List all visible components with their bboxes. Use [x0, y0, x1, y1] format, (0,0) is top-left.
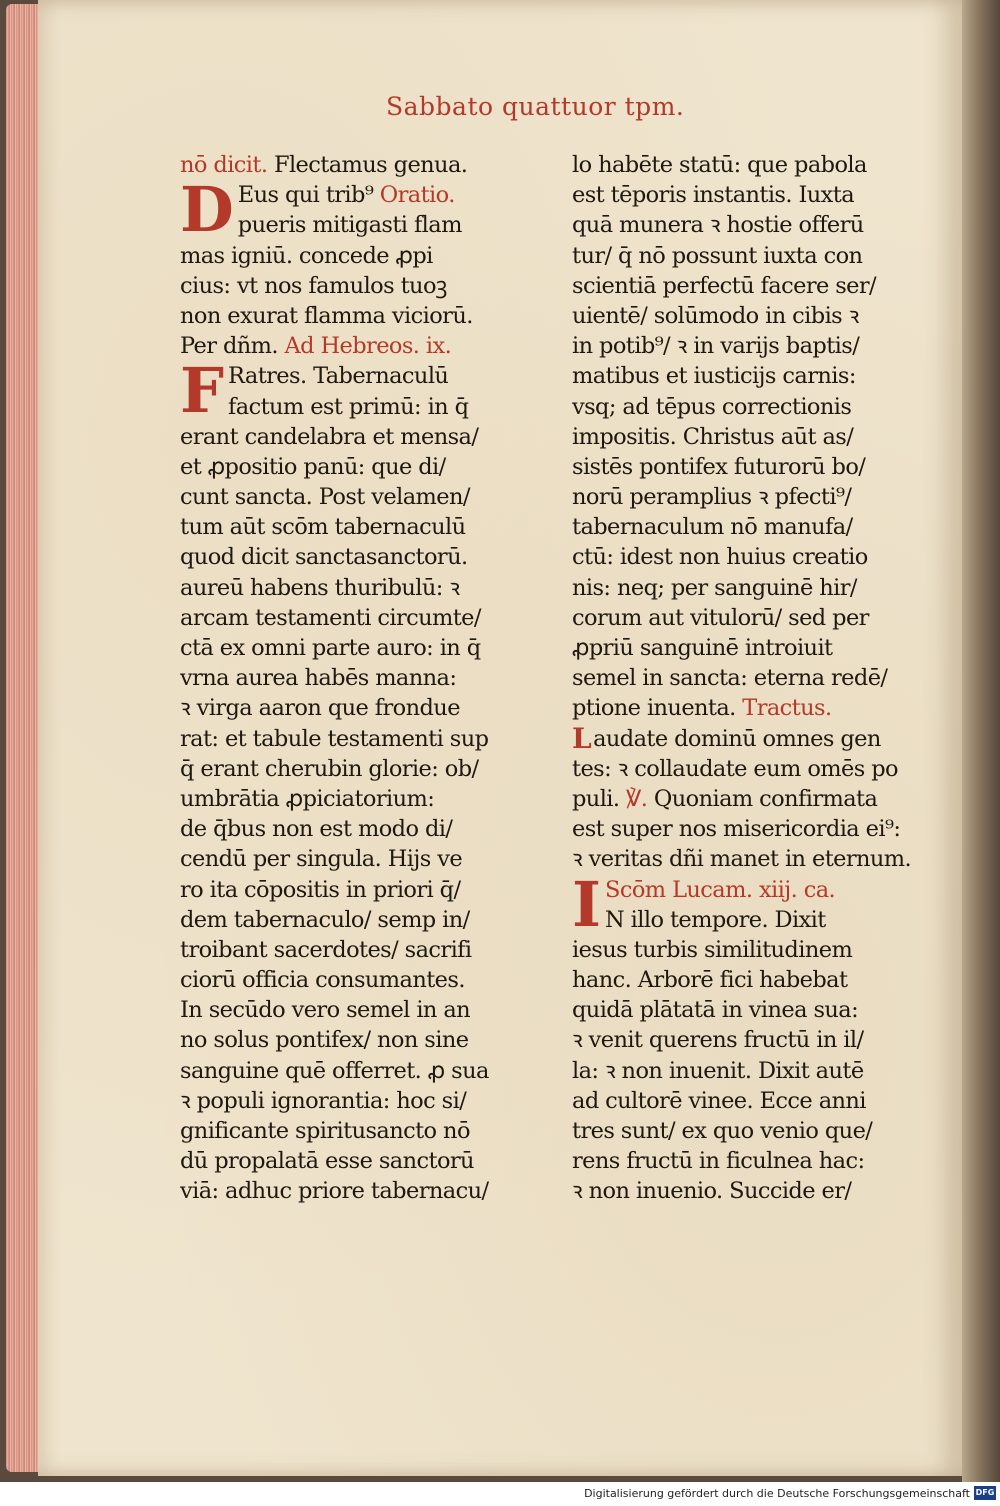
text-line [572, 995, 917, 1025]
text-line [180, 693, 525, 723]
text-line [572, 663, 917, 693]
text-line [228, 392, 525, 422]
body-text: quod dicit sanctasanctorū. [180, 544, 468, 571]
text-line [180, 482, 525, 512]
body-text: pueris mitigasti flam [237, 212, 462, 239]
body-text: sanguine quē offerret. ꝓ sua [180, 1057, 489, 1084]
body-text: uientē/ solūmodo in cibis ꝛ [572, 302, 859, 329]
body-text: In secūdo vero semel in an [180, 997, 471, 1024]
text-line [572, 1056, 917, 1086]
body-text: corum aut vitulorū/ sed per [572, 604, 869, 631]
body-text: dū propalatā esse sanctorū [180, 1148, 474, 1175]
body-text: vsq; ad tēpus correctionis [572, 393, 852, 420]
drop-initial: D [180, 173, 234, 247]
footer-credit: Digitalisierung gefördert durch die Deutsche Forschungsgemeinschaft [584, 1487, 970, 1500]
body-text: ciorū officia consumantes. [180, 967, 465, 994]
text-line [572, 512, 917, 542]
body-text: gnificante spiritusancto nō [180, 1118, 470, 1144]
body-text: tabernaculum nō manufa/ [572, 514, 853, 541]
body-text: quidā plātatā in vinea sua: [572, 997, 859, 1024]
text-line [180, 965, 525, 995]
body-text: rens fructū in ficulnea hac: [572, 1148, 865, 1175]
body-text: ad cultorē vinee. Ecce anni [572, 1087, 866, 1114]
body-text: aureū habens thuribulū: ꝛ [180, 574, 460, 601]
body-text: audate dominū omnes gen [593, 725, 881, 752]
left-column [180, 150, 525, 1207]
text-line [180, 241, 525, 271]
text-line [180, 271, 525, 301]
text-line [572, 724, 917, 754]
text-line [238, 180, 525, 210]
text-line [572, 633, 917, 663]
binding-edge [962, 0, 1000, 1482]
body-text: in potib⁹/ ꝛ in varijs baptis/ [572, 333, 860, 360]
drop-initial: I [572, 867, 602, 941]
body-text: vrna aurea habēs manna: [180, 665, 457, 692]
text-line [180, 1116, 525, 1146]
text-line [572, 965, 917, 995]
text-line [228, 361, 525, 391]
body-text: Flectamus genua. [267, 152, 468, 178]
body-text: norū peramplius ꝛ pfecti⁹/ [572, 484, 852, 511]
text-line [180, 995, 525, 1025]
text-line [180, 1086, 525, 1116]
body-text: est super nos misericordia ei⁹: [572, 816, 901, 843]
body-text: hanc. Arborē fici habebat [572, 967, 848, 994]
text-line [572, 1086, 917, 1116]
text-line [238, 210, 525, 240]
text-line [572, 844, 917, 874]
body-text: viā: adhuc priore tabernacu/ [180, 1178, 489, 1205]
body-text: et ꝓpositio panū: que di/ [180, 453, 446, 480]
text-line [180, 542, 525, 572]
text-line [180, 875, 525, 905]
body-text: matibus et iusticijs carnis: [572, 363, 856, 390]
text-line [572, 754, 917, 784]
page-edge [6, 4, 42, 1472]
text-line [572, 271, 917, 301]
text-line [180, 754, 525, 784]
text-line [572, 693, 917, 723]
body-text: ꝓpriū sanguinē introiuit [572, 635, 833, 661]
text-line [605, 905, 917, 935]
text-line [180, 633, 525, 663]
text-line [572, 573, 917, 603]
rubric-text: nō dicit. [180, 152, 268, 178]
body-text: scientiā perfectū facere ser/ [572, 272, 877, 299]
body-text: iesus turbis similitudinem [572, 936, 853, 963]
body-text: ctū: idest non huius creatio [572, 544, 868, 571]
body-text: factum est primū: in q̄ [228, 393, 469, 420]
body-text: tres sunt/ ex quo venio que/ [572, 1118, 873, 1144]
body-text: erant candelabra et mensa/ [180, 423, 479, 450]
body-text: tum aūt scōm tabernaculū [180, 514, 466, 541]
body-text: quā munera ꝛ hostie offerū [572, 212, 864, 239]
body-text: cius: vt nos famulos tuoꝫ [180, 272, 447, 299]
body-text: est tēporis instantis. Iuxta [572, 182, 855, 209]
body-text: ro ita cōpositis in priori q̄/ [180, 876, 461, 903]
text-line [180, 452, 525, 482]
text-line [572, 603, 917, 633]
body-text: puli. [572, 785, 626, 812]
text-line [180, 1025, 525, 1055]
text-line [180, 573, 525, 603]
body-text: Ratres. Tabernaculū [228, 363, 449, 390]
drop-initial: F [180, 354, 225, 428]
text-line [572, 241, 917, 271]
text-line [180, 150, 525, 180]
body-text: lo habēte statū: que pabola [572, 152, 867, 178]
body-text: ꝛ non inuenio. Succide er/ [572, 1178, 852, 1205]
body-text: dem tabernaculo/ semp in/ [180, 906, 470, 933]
body-text: troibant sacerdotes/ sacrifi [180, 936, 472, 963]
text-line [572, 935, 917, 965]
body-text: Quoniam confirmata [653, 785, 878, 812]
text-line [180, 724, 525, 754]
rubric-text: Scōm Lucam. xiij. ca. [605, 876, 836, 903]
body-text: sistēs pontifex futurorū bo/ [572, 453, 866, 480]
text-line [572, 452, 917, 482]
body-text: mas igniū. concede ꝓpi [180, 242, 433, 269]
text-line [180, 422, 525, 452]
body-text: q̄ erant cherubin glorie: ob/ [180, 755, 479, 782]
rubric-text: Ad Hebreos. ix. [284, 333, 452, 360]
body-text: la: ꝛ non inuenit. Dixit autē [572, 1057, 864, 1084]
body-text: ꝛ virga aaron que frondue [180, 695, 460, 722]
body-text: non exurat flamma viciorū. [180, 302, 473, 329]
text-line [180, 905, 525, 935]
text-line [180, 512, 525, 542]
body-text: ptione inuenta. [572, 695, 743, 722]
body-text: no solus pontifex/ non sine [180, 1027, 469, 1054]
body-text: Per dñm. [180, 333, 285, 360]
text-line [572, 1176, 917, 1206]
body-text: ꝛ venit querens fructū in il/ [572, 1027, 864, 1054]
body-text: ꝛ veritas dñi manet in eternum. [572, 846, 912, 873]
body-text: tur/ q̄ nō possunt iuxta con [572, 242, 863, 269]
body-text: impositis. Christus aūt as/ [572, 423, 854, 450]
body-text: semel in sancta: eterna redē/ [572, 665, 888, 692]
text-line [572, 1025, 917, 1055]
text-line [572, 542, 917, 572]
rubric-initial: L [572, 723, 592, 754]
text-line [180, 663, 525, 693]
running-header: Sabbato quattuor tpm. [386, 92, 685, 121]
text-line [180, 603, 525, 633]
text-line [572, 361, 917, 391]
text-line [180, 331, 525, 361]
text-line [180, 935, 525, 965]
rubric-text: Tractus. [742, 695, 832, 722]
text-line [572, 210, 917, 240]
body-text: nis: neq; per sanguinē hir/ [572, 574, 857, 601]
text-line [180, 844, 525, 874]
body-text: cunt sancta. Post velamen/ [180, 484, 470, 511]
text-line [572, 814, 917, 844]
text-line [572, 301, 917, 331]
text-line [572, 1146, 917, 1176]
text-line [572, 1116, 917, 1146]
body-text: ꝛ populi ignorantia: hoc si/ [180, 1087, 467, 1114]
text-line [180, 814, 525, 844]
body-text: rat: et tabule testamenti sup [180, 725, 489, 752]
body-text: tes: ꝛ collaudate eum omēs po [572, 755, 898, 782]
text-line [572, 482, 917, 512]
text-line [572, 150, 917, 180]
text-line [572, 392, 917, 422]
text-line [572, 784, 917, 814]
text-line [572, 422, 917, 452]
text-line [605, 875, 917, 905]
rubric-text: Oratio. [379, 182, 455, 209]
rubric-text: ℣. [626, 785, 654, 812]
body-text: Eus qui trib⁹ [237, 182, 380, 209]
text-line [180, 1056, 525, 1086]
right-column [572, 150, 917, 1207]
text-line [572, 331, 917, 361]
text-line [180, 1176, 525, 1206]
text-line [180, 1146, 525, 1176]
body-text: de q̄bus non est modo di/ [180, 816, 453, 843]
body-text: cendū per singula. Hijs ve [180, 846, 463, 873]
text-line [572, 180, 917, 210]
body-text: N illo tempore. Dixit [605, 906, 826, 933]
text-line [180, 301, 525, 331]
body-text: arcam testamenti circumte/ [180, 604, 481, 631]
body-text: umbrātia ꝓpiciatorium: [180, 785, 435, 812]
dfg-logo: DFG [974, 1486, 996, 1500]
text-line [180, 784, 525, 814]
body-text: ctā ex omni parte auro: in q̄ [180, 635, 481, 661]
